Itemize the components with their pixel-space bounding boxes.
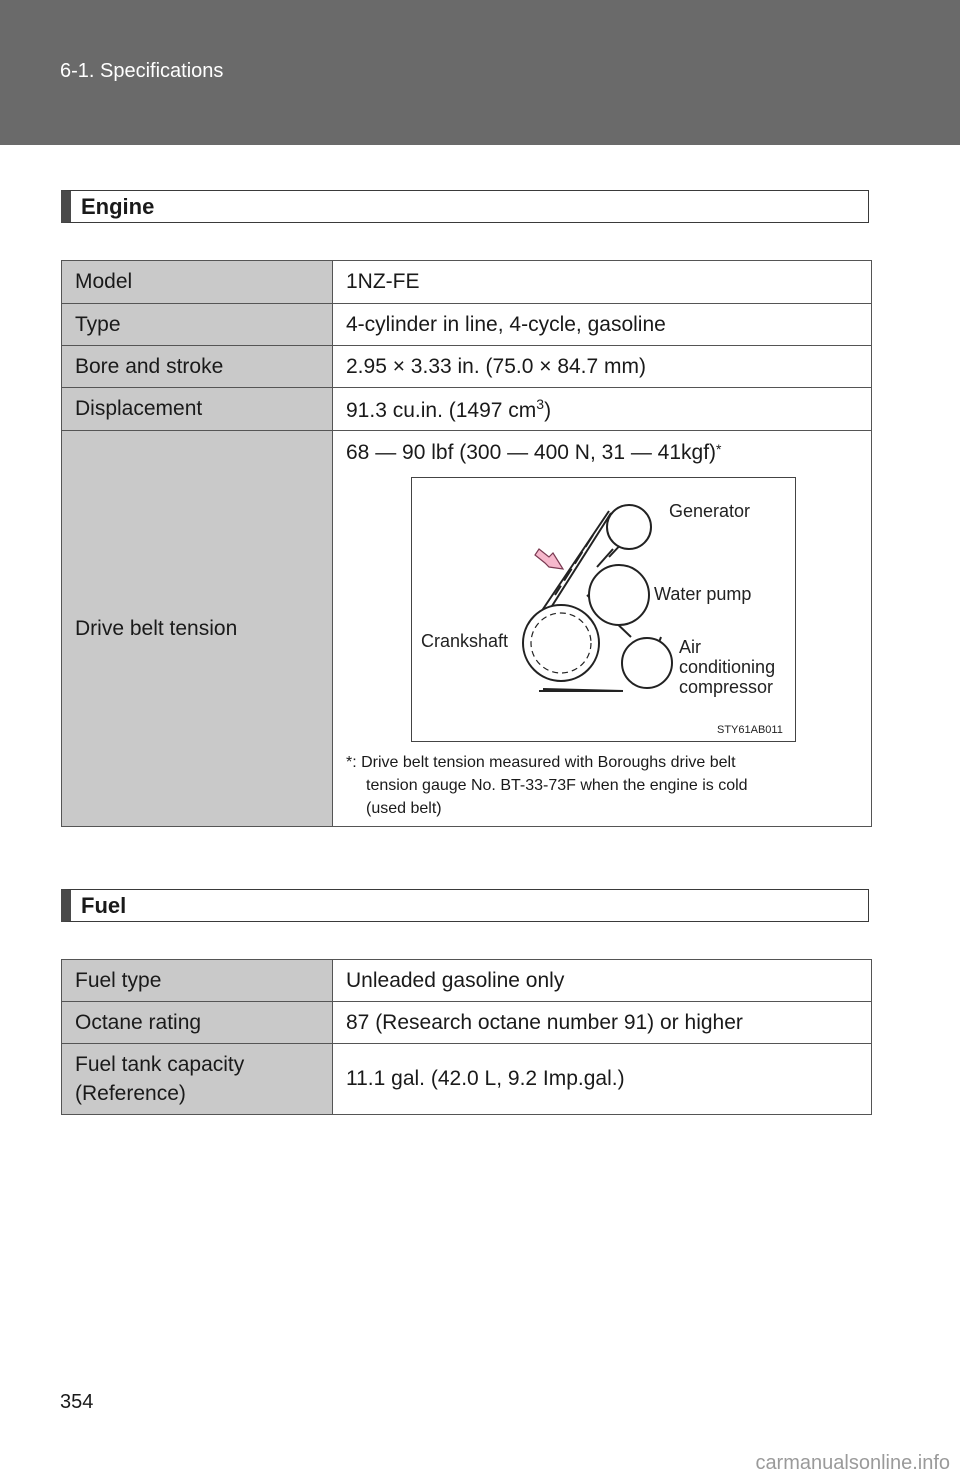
spec-value: 4-cylinder in line, 4-cycle, gasoline [333,304,872,346]
spec-value: 2.95 × 3.33 in. (75.0 × 84.7 mm) [333,346,872,388]
page-number: 354 [60,1391,94,1413]
ac-compressor-pulley [622,638,672,688]
engine-section-title: Engine [81,194,155,219]
page-header [0,0,960,145]
engine-section-heading [61,190,869,223]
breadcrumb: 6-1. Specifications [60,60,224,82]
table-row [62,1002,872,1044]
generator-label: Generator [669,501,751,521]
spec-label [62,1044,333,1115]
spec-label: Type [62,304,333,346]
drive-belt-diagram [411,477,797,743]
table-row [62,1044,872,1115]
generator-pulley [607,505,651,549]
footnote-line: (used belt) [366,800,442,817]
belt-tension-value [346,441,858,465]
engine-spec-table [61,260,872,827]
belt-tension-text: 68 — 90 lbf (300 — 400 N, 31 — 41kgf) [346,441,717,464]
table-row [62,960,872,1002]
ac-label-line2: conditioning [679,657,776,677]
crankshaft-label: Crankshaft [421,631,509,651]
spec-label: Fuel type [62,960,333,1002]
ac-label-line1: Air [679,637,701,657]
ac-label-line3: compressor [679,677,774,697]
spec-label: Displacement [62,388,333,431]
water-pump-label: Water pump [654,584,752,604]
spec-value: 1NZ-FE [333,261,872,304]
diagram-code: STY61AB011 [717,724,783,736]
table-row [62,431,872,827]
spec-label-line: (Reference) [75,1082,186,1105]
spec-label: Octane rating [62,1002,333,1044]
spec-value [333,388,872,431]
spec-value [333,431,872,827]
table-row [62,388,872,431]
table-row [62,346,872,388]
spec-label-line: Fuel tank capacity [75,1053,245,1076]
superscript: 3 [536,395,545,412]
spec-label: Drive belt tension [62,431,333,827]
water-pump-pulley [589,565,649,625]
fuel-spec-table [61,959,872,1115]
spec-value: 87 (Research octane number 91) or higher [333,1002,872,1044]
footnote-mark: * [716,441,722,457]
table-row [62,304,872,346]
spec-label: Bore and stroke [62,346,333,388]
displacement-suffix: ) [544,398,552,422]
footnote-line: tension gauge No. BT-33-73F when the engine is cold [366,777,748,794]
table-row [62,261,872,304]
spec-value: 11.1 gal. (42.0 L, 9.2 Imp.gal.) [333,1044,872,1115]
spec-value: Unleaded gasoline only [333,960,872,1002]
fuel-section-title: Fuel [81,893,127,918]
crankshaft-pulley [523,605,599,681]
watermark: carmanualsonline.info [755,1452,950,1474]
footnote [346,751,858,820]
footnote-line: *: Drive belt tension measured with Boroughs drive belt [346,754,736,771]
spec-label: Model [62,261,333,304]
displacement-text: 91.3 cu.in. (1497 cm [346,398,537,422]
fuel-section-heading [61,889,869,922]
